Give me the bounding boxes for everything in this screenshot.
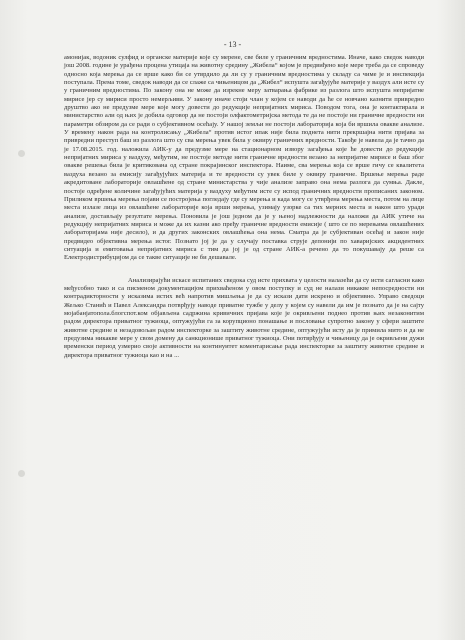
document-body [64,54,424,360]
paragraph-court-analysis: Анализирајући искасе испитаних сведока суд исте прихвата у целости налазећи да су исти сагласни како међусобно тако и са писменом документацијом прихваћеном у овом поступку и суд не налази никакве непосредности ни контрадикторности у исказима истих већ напротив мишљења је да су искази дати искрено и објективно. Управо сведоци Жељко Станић и Павел Александра потврђују наводе приватне тужбе у делу у којем су навели да им је познато да је на сајту мојабанјатопола.блогспот.ком објављена садржина кривичних пријава које је окривљени поднео против њих незаконитим радом директора приватног тужиоца, оптужујући га за корупционо понашање и пословање супротно закону у сфери заштите животне средине и незадовољан радом инспекторке за заштиту животне средине, оптужујући исту да је примила мито и да не предузима никакве мере у свом домену да санкционише приватног тужиоца. Они потврђују и чињеницу да је окривљени дужи временски период узмерио своје активности на континуитет коментарисање рада инспекторке за заштиту животне средине и директора приватног тужиоца као и на ... [64,276,424,359]
page-number: - 13 - [223,40,242,49]
paragraph-witness-statement: амонијак, водоник сулфид и органске материје које су мерене, све биле у граничним вредностима. Иначе, како сведок наводи још 2008. године је урађена процена утицаја на животну средину „Жибела“ којом је предвиђено које мере треба да се спроведу односно која мерења да се врше како би се утврдило да ли су у граничним вредностима у складу са чиме је и инспекција поступала. Према томе, сведок наводи да се слаже са чињеницом да „Жибел“ испушта загађујуће материје у ваздух али исте су у граничним вредностима. По закону она не може да изрекне меру затварања фабрике из разлога што испушта непријатне мирисе јер су мириси просто немерљиви. У закону иначе стоји члан у којем се наводи да ће се новчано казнити привредно друштво ако не предузме мере које могу довести до редукције непријатних мириса. Поводом тога, она је контактирала и министарство али од њих је добила одговор да не постоји олфактометријска метода те да не постоје ни граничне вредности ни параметри обзиром да се ради о субјективном осећају. У нашој земљи не постоји лабораторија која би вршила овакве анализе. У времену након рада на контролисању „Жибела“ против истог ипак није била поднета нити прекршајна нити пријава за привредни преступ баш из разлога што су сва мерења увек била у оквиру граничних вредности. Такође је навела да је тачно да је 17.08.2015. год. наложила АИК-у да предузме мере на стационарном извору загађења које ће довести до редукције непријатних мириса у ваздуху, међутим, не постоје методе нити граничне вредности везано за непријатне мирисе и баш због овакве решења била је критикована од стране покрајинског инспектора. Наиме, сва мерења која се врше гичу се квалитета ваздуха везано за емисију загађујућих материја и те вредности су увек биле у оквиру граничне. Вршење мерења раде акредитоване лабораторије овлашћене од стране министарства у чије анализе заправо она нема разлога да сумња. Дакле, постоје одређене количине загађујућих материја у ваздуху међутим исте су испод граничних вредности прописаних законом. Приликом вршења мерења појави се постројења погледају где су мерења и када могу се утврђена мерења места, потом на лице места излазе лица из овлашћене лабораторије која врши мерења, узимају узорке са тих мерних места и након што уради анализе, достављају резултате мерења. Поновила је још једном да је у њеној надлежности да наложи да АИК утиче на редукцију непријатних мириса и може да их казни ако пређу граничне вредности емисије ( што се по мерењима овлашћених лабораторијама није десило), и да других законских овлашћења она нема. Сматра да је субјективан осећај и закон није предвидео објективна мерења истог. Познато јој је да у случају поставка струје депонији по хаваријских акцидентних ситуација и емитовања непријатних мириса с тим да јој је од стране АИК-а речено да то покушавају да реше са Електродистрибуцијом да се такве ситуације не би дешавале. [64,54,424,262]
punch-hole-mark [18,470,25,477]
punch-hole-mark [18,150,25,157]
